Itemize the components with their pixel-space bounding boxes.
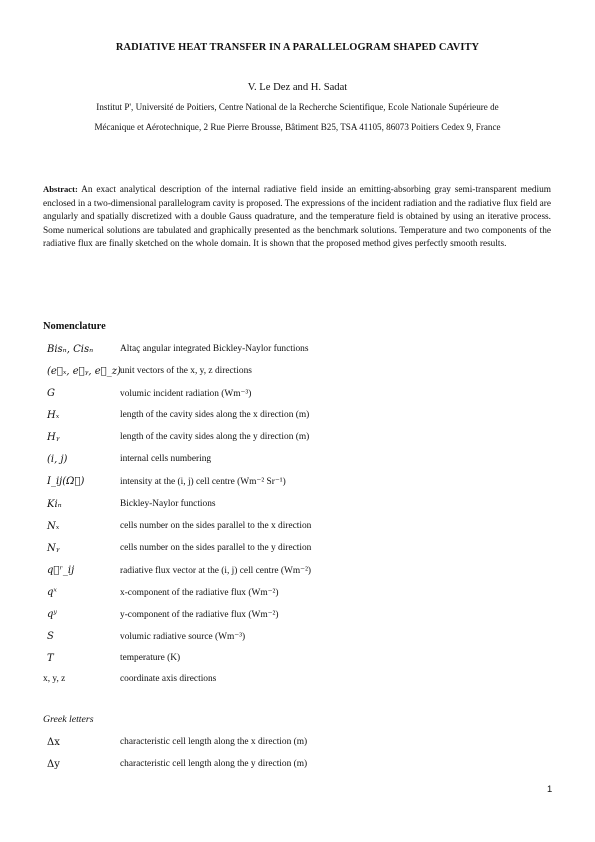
affiliation-line-1: Institut P', Université de Poitiers, Centre National de la Recherche Scientifique, Ecole Nationale Supérieure de <box>96 102 499 112</box>
nomenclature-row <box>43 587 555 607</box>
greek-row <box>43 759 555 779</box>
description: volumic radiative source (Wm⁻³) <box>120 632 246 642</box>
symbol: S <box>47 631 54 642</box>
symbol: qʸ <box>47 609 57 620</box>
nomenclature-row <box>43 410 555 430</box>
abstract-text: An exact analytical description of the internal radiative field inside an emitting-absorbing gray semi-transparent medium enclosed in a two-dimensional parallelogram cavity is proposed. The expressions of the incident radiation and the radiative flux field are angularly and spatially discretized with a double Gauss quadrature, and the temperature field is obtained by using an iterative process. Some numerical solutions are tabulated and graphically presented as the benchmark solutions. Temperature and two components of the radiative flux are finally sketched on the whole domain. It is shown that the proposed method gives perfectly smooth results. <box>43 185 551 249</box>
nomenclature-row <box>43 366 555 386</box>
description: length of the cavity sides along the x direction (m) <box>120 410 310 420</box>
description: radiative flux vector at the (i, j) cell centre (Wm⁻²) <box>120 566 312 576</box>
nomenclature-heading: Nomenclature <box>43 321 106 332</box>
abstract-label: Abstract: <box>43 184 78 194</box>
description: characteristic cell length along the y direction (m) <box>120 759 308 769</box>
symbol: (i, j) <box>47 454 68 465</box>
nomenclature-row <box>43 631 555 651</box>
symbol: Nₓ <box>47 521 60 532</box>
symbol: Δy <box>47 759 60 770</box>
symbol: Nᵧ <box>47 543 60 554</box>
symbol: x, y, z <box>43 674 66 684</box>
description: Bickley-Naylor functions <box>120 499 216 509</box>
symbol: T <box>47 653 54 664</box>
nomenclature-row <box>43 653 555 673</box>
symbol: (e⃗ₓ, e⃗ᵧ, e⃗_z) <box>47 366 121 377</box>
nomenclature-row <box>43 476 555 496</box>
nomenclature-row <box>43 543 555 563</box>
description: cells number on the sides parallel to the y direction <box>120 543 312 553</box>
description: unit vectors of the x, y, z directions <box>120 366 252 376</box>
nomenclature-row <box>43 565 555 585</box>
nomenclature-row <box>43 388 555 408</box>
description: coordinate axis directions <box>120 674 217 684</box>
abstract <box>43 183 551 252</box>
description: volumic incident radiation (Wm⁻³) <box>120 389 252 399</box>
page-number: 1 <box>547 783 553 794</box>
affiliation-line-2: Mécanique et Aérotechnique, 2 Rue Pierre Brousse, Bâtiment B25, TSA 41105, 86073 Poitiers Cedex 9, France <box>94 121 501 132</box>
authors: V. Le Dez and H. Sadat <box>247 82 348 93</box>
description: internal cells numbering <box>120 454 212 464</box>
greek-letters-heading: Greek letters <box>43 714 94 725</box>
nomenclature-row <box>43 609 555 629</box>
symbol: Kiₙ <box>47 499 62 510</box>
symbol: qˣ <box>47 587 57 598</box>
description: x-component of the radiative flux (Wm⁻²) <box>120 588 279 598</box>
nomenclature-row <box>43 499 555 519</box>
description: temperature (K) <box>120 653 181 663</box>
symbol: Δx <box>47 737 60 748</box>
nomenclature-row <box>43 454 555 474</box>
nomenclature-row <box>43 432 555 452</box>
description: cells number on the sides parallel to the x direction <box>120 521 312 531</box>
description: y-component of the radiative flux (Wm⁻²) <box>120 610 279 620</box>
nomenclature-row <box>43 521 555 541</box>
symbol: Bisₙ, Cisₙ <box>47 344 94 355</box>
greek-row <box>43 737 555 757</box>
description: length of the cavity sides along the y direction (m) <box>120 432 310 442</box>
nomenclature-row <box>43 674 555 694</box>
symbol: G <box>47 388 55 399</box>
description: characteristic cell length along the x direction (m) <box>120 737 308 747</box>
symbol: I_ij(Ω⃗) <box>47 476 85 487</box>
symbol: q⃗ʳ_ij <box>47 565 75 576</box>
description: Altaç angular integrated Bickley-Naylor functions <box>120 344 309 354</box>
paper-title: RADIATIVE HEAT TRANSFER IN A PARALLELOGRAM SHAPED CAVITY <box>115 42 480 53</box>
affiliation <box>40 98 555 137</box>
symbol: Hₓ <box>47 410 60 421</box>
nomenclature-row <box>43 344 555 364</box>
symbol: Hᵧ <box>47 432 60 443</box>
description: intensity at the (i, j) cell centre (Wm⁻² Sr⁻¹) <box>120 477 286 487</box>
